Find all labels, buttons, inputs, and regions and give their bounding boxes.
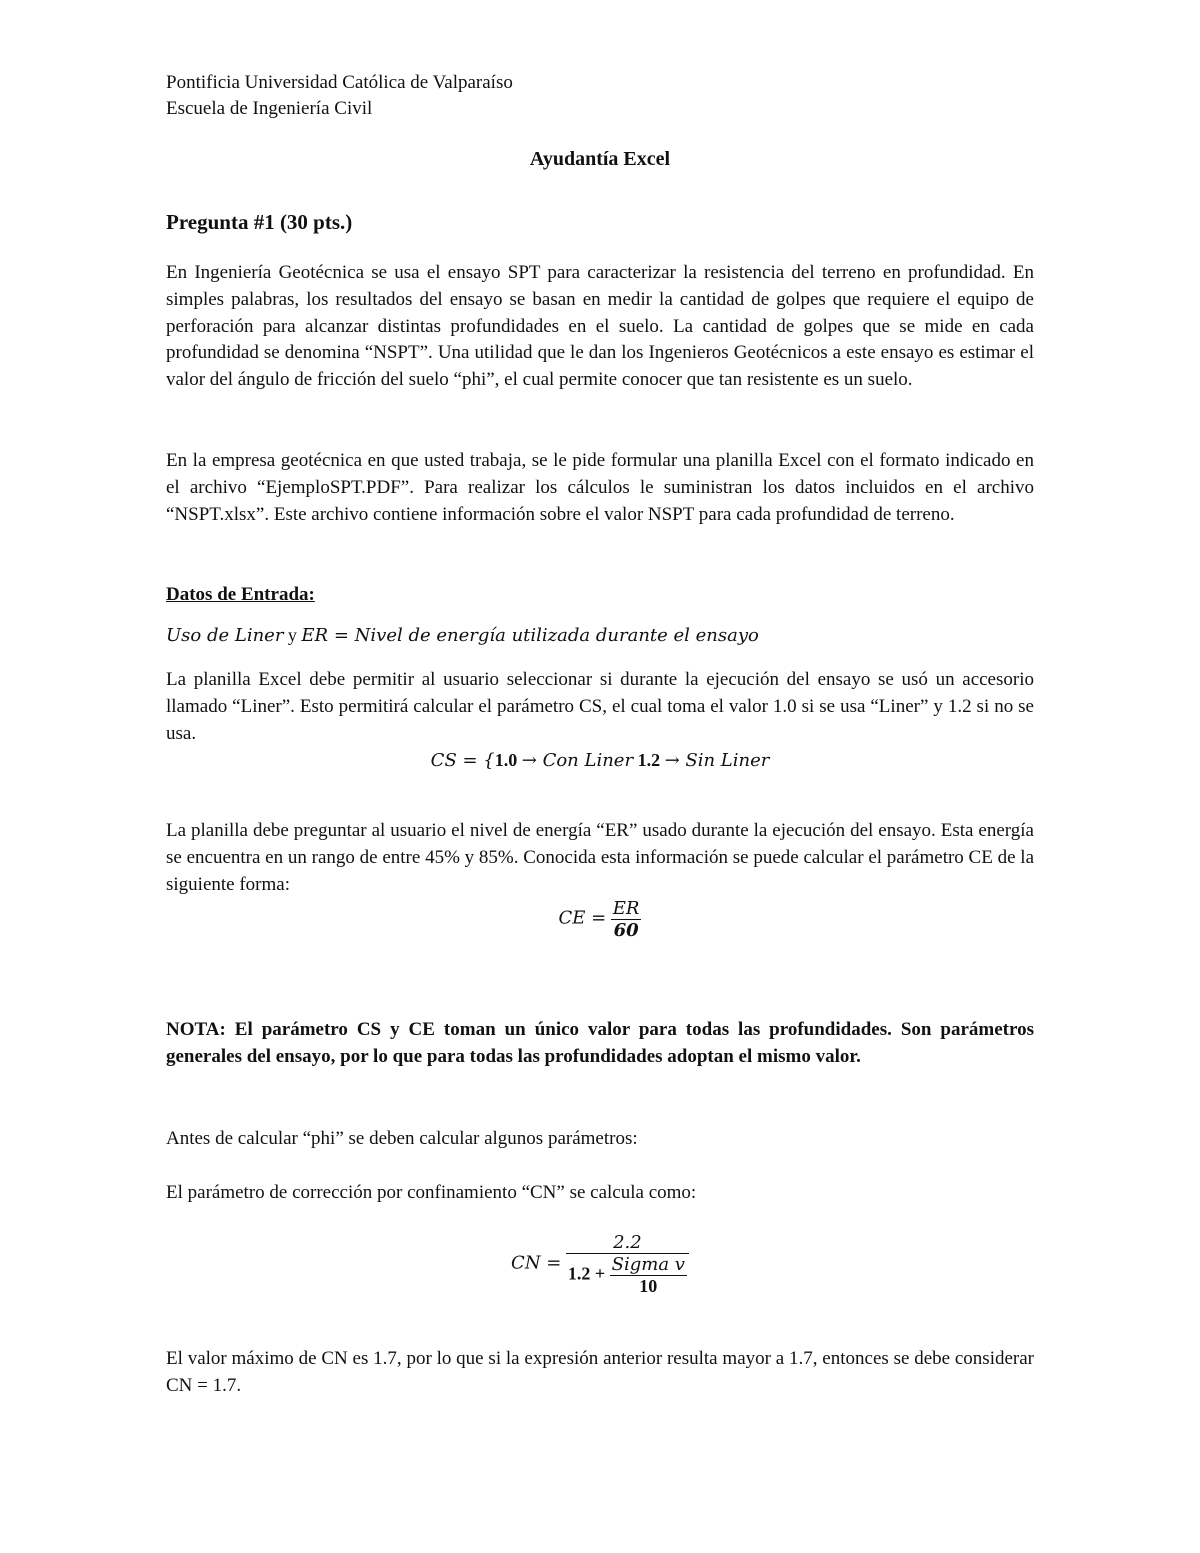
cn-intro: El parámetro de corrección por confinamiento “CN” se calcula como:	[166, 1182, 697, 1203]
note-text: El parámetro CS y CE toman un único valor para todas las profundidades. Son parámetros generales del ensayo, por lo que para todas las profundidades adoptan el mismo valor.	[166, 1019, 1034, 1067]
sigma-numerator: Sigma v	[611, 1254, 685, 1275]
cs-value-2: 1.2	[637, 750, 661, 770]
cn-equation	[0, 1232, 1200, 1297]
note-label: NOTA:	[166, 1019, 226, 1040]
cn-denominator-constant: 1.2 +	[567, 1263, 606, 1284]
cs-equation-lhs: CS = {	[430, 750, 495, 771]
ce-fraction	[611, 898, 642, 941]
ce-denominator: 60	[613, 920, 639, 941]
ce-numerator: ER	[612, 898, 640, 919]
school-name: Escuela de Ingeniería Civil	[166, 98, 373, 119]
inputs-math-line	[166, 625, 759, 646]
ce-equation	[0, 898, 1200, 941]
cn-denominator	[566, 1254, 689, 1297]
cn-fraction	[566, 1232, 689, 1297]
note-block	[166, 1016, 1034, 1070]
conjunction: y	[287, 625, 297, 645]
cs-case-1: → Con Liner	[521, 750, 634, 771]
cs-value-1: 1.0	[494, 750, 518, 770]
energy-definition: ER = Nivel de energía utilizada durante el ensayo	[301, 625, 759, 646]
task-paragraph: En la empresa geotécnica en que usted trabaja, se le pide formular una planilla Excel con el formato indicado en el archivo “EjemploSPT.PDF”. Para realizar los cálculos le suministran los datos incluidos en el archivo “NSPT.xlsx”. Este archivo contiene información sobre el valor NSPT para cada profundidad de terreno.	[166, 450, 1034, 525]
ce-paragraph: La planilla debe preguntar al usuario el nivel de energía “ER” usado durante la ejecución del ensayo. Esta energía se encuentra en un rango de entre 45% y 85%. Conocida esta información se puede calcular el parámetro CE de la siguiente forma:	[166, 820, 1034, 895]
ce-equation-lhs: CE =	[558, 907, 607, 929]
params-intro: Antes de calcular “phi” se deben calcular algunos parámetros:	[166, 1128, 638, 1149]
cn-max-paragraph: El valor máximo de CN es 1.7, por lo que si la expresión anterior resulta mayor a 1.7, entonces se debe considerar CN = 1.7.	[166, 1348, 1034, 1396]
sigma-fraction	[610, 1254, 687, 1297]
intro-paragraph: En Ingeniería Geotécnica se usa el ensayo SPT para caracterizar la resistencia del terreno en profundidad. En simples palabras, los resultados del ensayo se basan en medir la cantidad de golpes que requiere el equipo de perforación para alcanzar distintas profundidades en el suelo. La cantidad de golpes que se mide en cada profundidad se denomina “NSPT”. Una utilidad que le dan los Ingenieros Geotécnicos a este ensayo es estimar el valor del ángulo de fricción del suelo “phi”, el cual permite conocer que tan resistente es un suelo.	[166, 262, 1034, 391]
sigma-denominator: 10	[639, 1276, 658, 1296]
inputs-heading: Datos de Entrada:	[166, 584, 315, 605]
cs-equation	[0, 750, 1200, 771]
document-title: Ayudantía Excel	[529, 148, 671, 170]
cn-numerator: 2.2	[613, 1232, 642, 1253]
question-heading: Pregunta #1 (30 pts.)	[166, 210, 353, 234]
cs-case-2: → Sin Liner	[664, 750, 770, 771]
cs-paragraph: La planilla Excel debe permitir al usuario seleccionar si durante la ejecución del ensayo se usó un accesorio llamado “Liner”. Esto permitirá calcular el parámetro CS, el cual toma el valor 1.0 si se usa “Liner” y 1.2 si no se usa.	[166, 669, 1034, 744]
cn-equation-lhs: CN =	[511, 1252, 562, 1274]
liner-symbol: Uso de Liner	[166, 625, 284, 646]
university-name: Pontificia Universidad Católica de Valparaíso	[166, 72, 513, 93]
